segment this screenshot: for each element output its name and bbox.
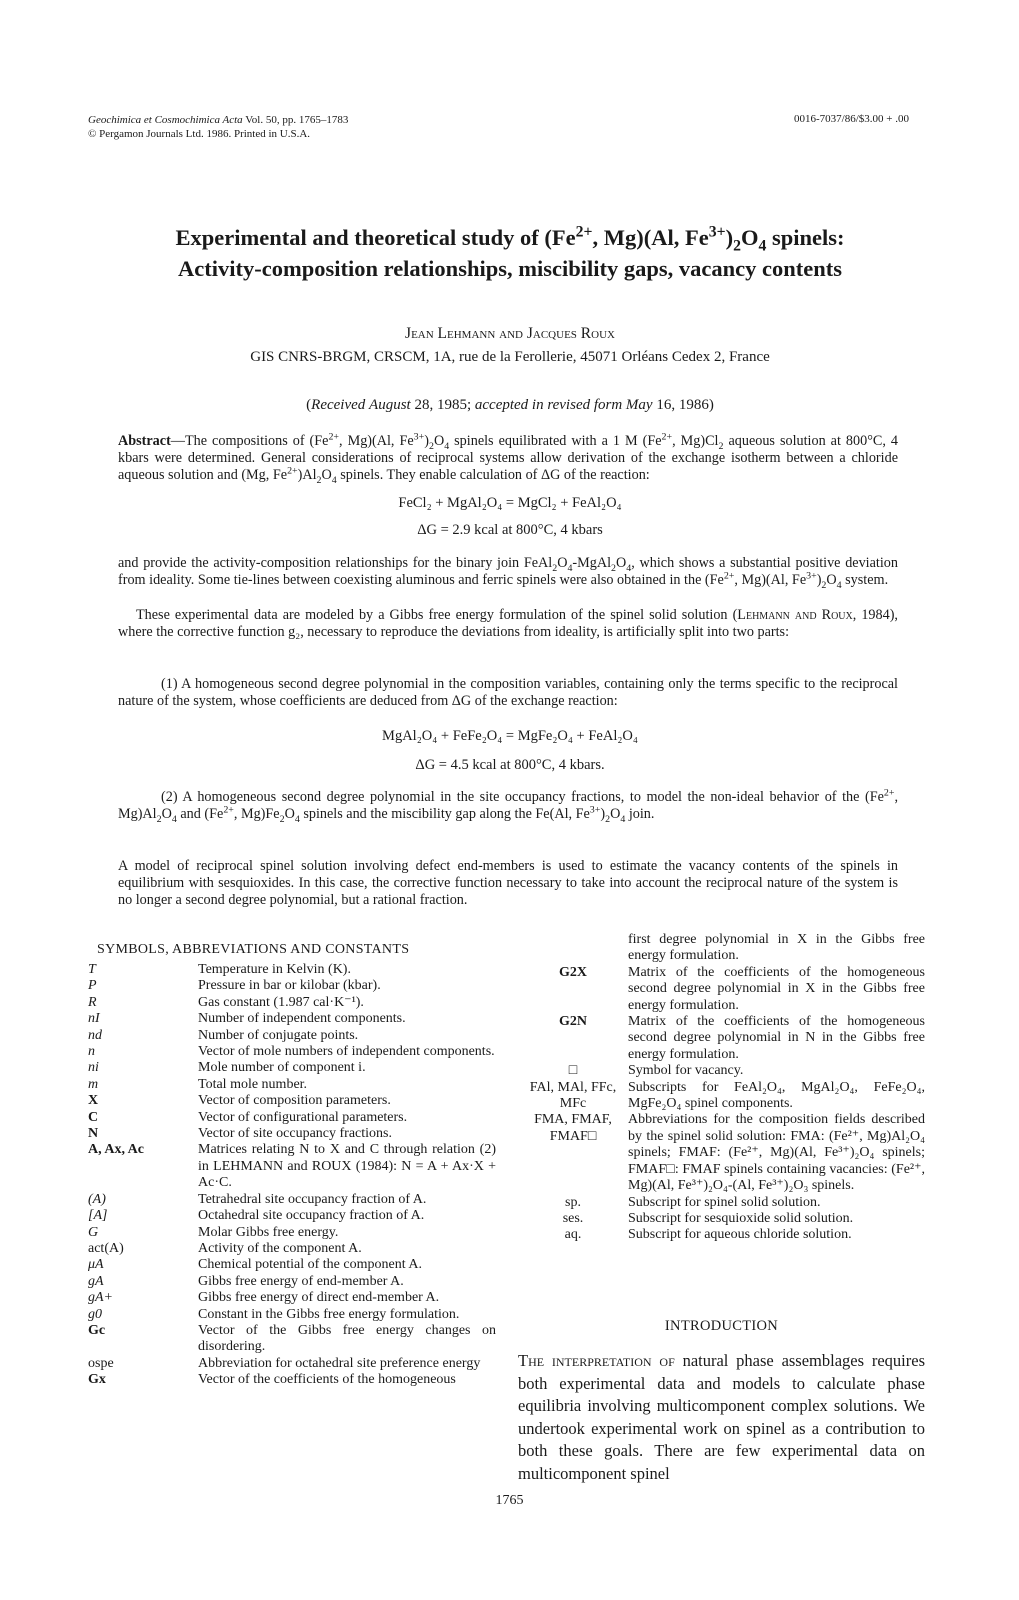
symbol: T — [88, 962, 96, 977]
received-month: August — [369, 397, 411, 413]
symbol: X — [88, 1093, 99, 1109]
abstract-paragraph-2: and provide the activity-composition relationships for the binary join $FeAl_2O_4-MgAl_2O_4$, which shows a substantial positive deviation from ideality. Some tie-lines between coexisting aluminous and ferric spinels were also obtained in the ($Fe^{2+}$, Mg)(Al, $Fe^{3+})_2O_4$ system. — [118, 555, 898, 592]
symbol: nI — [88, 1011, 100, 1027]
symbol: G — [88, 1224, 99, 1240]
symbol-desc: Abbreviation for octahedral site preference energy — [198, 1355, 481, 1371]
sup: 2+ — [287, 465, 298, 477]
symbol-row — [88, 1208, 496, 1224]
symbol: m — [88, 1076, 99, 1092]
symbols-heading: SYMBOLS, ABBREVIATIONS AND CONSTANTS — [97, 942, 410, 957]
symbol-row — [88, 995, 496, 1011]
symbol-row — [518, 1227, 925, 1243]
symbol: Gc — [88, 1322, 106, 1338]
vacancy-symbol: □ — [568, 1063, 578, 1079]
copyright: © Pergamon Journals Ltd. 1986. Printed in U.S.A. — [88, 128, 311, 140]
symbol: FMA, FMAF, FMAF□ — [534, 1112, 612, 1144]
symbol: G2X — [559, 964, 587, 980]
symbol: R — [88, 994, 97, 1010]
text: join. — [625, 806, 655, 823]
symbol-desc: Vector of the coefficients of the homogeneous — [198, 1372, 456, 1388]
symbol-desc: Activity of the component A. — [198, 1240, 362, 1256]
symbol-row — [88, 1011, 496, 1027]
symbol-desc: Vector of the Gibbs free energy changes on disordering. — [198, 1322, 496, 1355]
title-line2: Activity-composition relationships, miscibility gaps, vacancy contents — [178, 256, 842, 281]
symbol-desc: Gas constant (1.987 cal·K⁻¹). — [198, 994, 364, 1010]
text: spinels. They enable calculation of ΔG of the reaction: — [336, 467, 650, 484]
abstract-item-1: (1) A homogeneous second degree polynomial in the composition variables, containing only the terms specific to the reciprocal nature of the system, whose coefficients are deduced from ΔG of the exchange reaction: — [118, 676, 898, 710]
symbol-row — [518, 1080, 925, 1113]
symbol: aq. — [564, 1227, 582, 1243]
symbol-row — [88, 1257, 496, 1273]
symbol: act(A) — [88, 1240, 124, 1256]
symbol-row — [88, 1192, 496, 1208]
symbol-row — [88, 1060, 496, 1076]
symbol-row — [88, 1241, 496, 1257]
symbol: (A) — [88, 1191, 106, 1207]
sup: 2+ — [223, 804, 234, 816]
text: , Mg)Fe — [233, 806, 280, 823]
journal-name: Geochimica et Cosmochimica Acta — [88, 114, 243, 126]
introduction-body — [518, 1350, 925, 1486]
symbol-row — [88, 1274, 496, 1290]
symbol-desc: Temperature in Kelvin (K). — [198, 962, 351, 977]
equation-2: MgAl₂O₄ + FeFe₂O₄ = MgFe₂O₄ + FeAl₂O₄ — [382, 728, 638, 744]
symbol-desc: Symbol for vacancy. — [628, 1063, 744, 1079]
symbol: gA+ — [88, 1290, 113, 1306]
symbol-row — [88, 1225, 496, 1241]
abstract-label: Abstract — [118, 433, 171, 449]
volume-pages: Vol. 50, pp. 1765–1783 — [245, 114, 349, 126]
introduction-heading: INTRODUCTION — [664, 1318, 779, 1334]
text: )Al — [297, 467, 317, 484]
symbol-desc: Matrices relating N to X and C through relation (2) in LEHMANN and ROUX (1984): N = A + Ax·X + Ac·C. — [198, 1142, 496, 1191]
symbol-desc: Vector of mole numbers of independent components. — [198, 1044, 495, 1060]
symbol-row — [88, 1290, 496, 1306]
symbol-desc: Number of conjugate points. — [198, 1027, 359, 1043]
symbol-desc: Pressure in bar or kilobar (kbar). — [198, 978, 381, 994]
symbol: Gx — [88, 1372, 106, 1388]
symbol-desc: Chemical potential of the component A. — [198, 1257, 422, 1273]
symbol-desc: Total mole number. — [198, 1076, 308, 1092]
symbol-row — [518, 1063, 925, 1079]
symbol-row — [518, 965, 925, 1014]
symbol: A, Ax, Ac — [88, 1142, 144, 1158]
equation-1-dg: ΔG = 2.9 kcal at 800°C, 4 kbars — [417, 522, 603, 538]
symbol-row — [88, 1126, 496, 1142]
symbol-row — [88, 1028, 496, 1044]
title-sup: 2+ — [575, 223, 593, 241]
page-number: 1765 — [495, 1493, 524, 1508]
symbols-list-right — [518, 932, 925, 1244]
symbol-row — [518, 932, 925, 965]
symbol: ospe — [88, 1355, 114, 1371]
symbol: FAl, MAl, FFc, MFc — [529, 1079, 617, 1112]
symbol: g0 — [88, 1306, 102, 1322]
text: spinels and the miscibility gap along the Fe(Al, Fe — [299, 806, 590, 823]
symbol-row — [88, 1356, 496, 1372]
symbol: [A] — [88, 1208, 108, 1224]
abstract-item-2: (2) A homogeneous second degree polynomial in the site occupancy fractions, to model the non-ideal behavior of the ($Fe^{2+}$, $Mg)Al_2O_4$ and ($Fe^{2+}$, $Mg)Fe_2O_4$ spinels and the miscibility gap along the Fe(Al, $Fe^{3+})_2O_4$ join. — [118, 787, 898, 826]
symbol-row — [518, 1211, 925, 1227]
symbols-list-left — [88, 962, 496, 1389]
sup: 3+ — [413, 431, 425, 443]
symbol-row — [88, 1093, 496, 1109]
symbol-desc: Subscripts for FeAl₂O₄, MgAl₂O₄, FeFe₂O₄, MgFe₂O₄ spinel components. — [628, 1079, 925, 1112]
symbol: P — [88, 978, 97, 994]
text: (2) A homogeneous second degree polynomial in the site occupancy fractions, to model the non-ideal behavior of the (Fe — [161, 789, 884, 805]
symbol-row — [88, 1323, 496, 1356]
symbol-row — [88, 1307, 496, 1323]
text: spinels equilibrated with a 1 M (Fe — [449, 433, 662, 449]
symbol: G2N — [559, 1014, 587, 1030]
symbol: N — [88, 1126, 99, 1142]
symbol-row — [88, 1110, 496, 1126]
text: -MgAl — [572, 555, 612, 571]
paper-title: Experimental and theoretical study of ($Fe^{2+}$, Mg)(Al, $Fe^{3+})_2O_4$ spinels: Activity-composition relationships, miscibility gaps, vacancy contents — [60, 222, 960, 284]
text: , Mg)Cl — [672, 433, 719, 449]
text: aqueous solution at 800°C, 4 kbars were determined. General considerations of reciprocal systems allow derivation of the exchange isotherm between a chloride aqueous solution and (Mg, Fe — [118, 433, 898, 484]
title-part: , Mg)(Al, Fe — [592, 225, 709, 250]
text: The compositions of (Fe — [184, 433, 329, 449]
text: , Mg)(Al, Fe — [339, 433, 414, 449]
equation-1: FeCl₂ + MgAl₂O₄ = MgCl₂ + FeAl₂O₄ — [398, 495, 622, 511]
sup: 3+ — [806, 570, 817, 582]
symbol-desc: Number of independent components. — [198, 1011, 406, 1027]
symbol-desc: Matrix of the coefficients of the homogeneous second degree polynomial in N in the Gibbs free energy formulation. — [628, 1014, 925, 1062]
sup: 2+ — [723, 570, 735, 582]
received-label: Received — [311, 397, 366, 413]
text: These experimental data are modeled by a Gibbs free energy formulation of the spinel solid solution ( — [136, 607, 738, 623]
symbol-desc: Octahedral site occupancy fraction of A. — [198, 1208, 425, 1224]
accepted-date: 16, 1986 — [656, 397, 709, 413]
journal-header — [88, 113, 348, 141]
symbol-row — [88, 1142, 496, 1191]
text: system. — [841, 572, 889, 589]
text: , which shows a substantial positive deviation from ideality. Some tie-lines between coexisting aluminous and ferric spinels were also obtained in the (Fe — [118, 555, 898, 589]
authors: Jean Lehmann and Jacques Roux — [405, 325, 615, 342]
title-part: spinels: — [766, 225, 845, 250]
symbol-row — [88, 1044, 496, 1060]
affiliation: GIS CNRS-BRGM, CRSCM, 1A, rue de la Ferollerie, 45071 Orléans Cedex 2, France — [250, 349, 770, 365]
symbol: C — [88, 1109, 99, 1125]
symbol-desc: Gibbs free energy of direct end-member A. — [198, 1290, 440, 1306]
symbol-desc: first degree polynomial in X in the Gibbs free energy formulation. — [628, 932, 925, 964]
abstract-paragraph-1: Abstract—The compositions of ($Fe^{2+}$, Mg)(Al, $Fe^{3+})_2O_4$ spinels equilibrated with a 1 M ($Fe^{2+}$, $Mg)Cl_2$ aqueous solution at 800°C, 4 kbars were determined. General considerations of reciprocal systems allow derivation of the exchange isotherm between a chloride aqueous solution and (Mg, $Fe^{2+})Al_2O_4$ spinels. They enable calculation of ΔG of the reaction: — [118, 431, 898, 487]
text: ), where the corrective function g₂, necessary to reproduce the deviations from ideality, is artificially split into two parts: — [118, 607, 898, 641]
symbol: sp. — [565, 1194, 581, 1210]
abstract-paragraph-3 — [118, 607, 898, 641]
abstract-paragraph-4: A model of reciprocal spinel solution involving defect end-members is used to estimate the vacancy contents of the spinels in equilibrium with sesquioxides. In this case, the corrective function necessary to take into account the reciprocal nature of the system is no longer a second degree polynomial, but a rational fraction. — [118, 858, 898, 909]
symbol-row — [88, 978, 496, 994]
symbol-row — [88, 1077, 496, 1093]
received-rest: 28, 1985; — [414, 397, 472, 413]
symbol-desc: Tetrahedral site occupancy fraction of A. — [198, 1191, 427, 1207]
symbol: n — [88, 1044, 95, 1060]
symbol-desc: Mole number of component i. — [198, 1060, 366, 1076]
symbol-desc: Constant in the Gibbs free energy formulation. — [198, 1306, 460, 1322]
symbol: ses. — [562, 1210, 584, 1226]
symbol-desc: Vector of site occupancy fractions. — [198, 1126, 392, 1142]
symbol-desc: Vector of composition parameters. — [198, 1093, 391, 1109]
symbol-row — [518, 1014, 925, 1063]
sup: 2+ — [661, 431, 673, 443]
symbol: μA — [88, 1257, 104, 1273]
sup: 2+ — [883, 787, 895, 799]
intro-lead: The interpretation of — [518, 1351, 675, 1370]
symbol: nd — [88, 1027, 102, 1043]
symbol-desc: Vector of configurational parameters. — [198, 1109, 408, 1125]
symbol-desc: Abbreviations for the composition fields described by the spinel solid solution: FMA: (Fe²⁺, Mg)Al₂O₄ spinels; FMAF: (Fe²⁺, Mg)(Al, Fe³⁺)₂O₄ spinels; FMAF□: FMAF spinels containing vacancies: (Fe²⁺, Mg)(Al, Fe³⁺)₂O₄-(Al, Fe³⁺)₂O₃ spinels. — [628, 1112, 925, 1194]
text: and (Fe — [176, 806, 224, 823]
symbol-row — [88, 962, 496, 978]
symbol-desc: Subscript for spinel solid solution. — [628, 1194, 821, 1210]
symbol-desc: Gibbs free energy of end-member A. — [198, 1273, 404, 1289]
symbol-desc: Subscript for sesquioxide solid solution. — [628, 1210, 854, 1226]
text: and provide the activity-composition relationships for the binary join FeAl — [118, 555, 553, 571]
accepted-label: accepted in revised form May — [474, 397, 653, 413]
received-dates: (Received August 28, 1985; accepted in revised form May 16, 1986) — [306, 397, 714, 413]
equation-2-dg: ΔG = 4.5 kcal at 800°C, 4 kbars. — [415, 757, 605, 773]
article-code: 0016-7037/86/$3.00 + .00 — [794, 113, 909, 125]
text: , Mg)(Al, Fe — [734, 572, 807, 589]
text: , Mg)Al — [118, 789, 898, 823]
symbol-desc: Molar Gibbs free energy. — [198, 1224, 339, 1240]
symbol: ni — [88, 1060, 99, 1076]
sup: 3+ — [589, 804, 601, 816]
symbol-row — [518, 1195, 925, 1211]
sup: 2+ — [328, 431, 340, 443]
symbol-desc: Matrix of the coefficients of the homogeneous second degree polynomial in X in the Gibbs free energy formulation. — [628, 964, 925, 1013]
symbol: gA — [88, 1273, 104, 1289]
intro-text: natural phase assemblages requires both experimental data and models to calculate phase equilibria involving multicomponent complex solutions. We undertook experimental work on spinel as a contribution to both these goals. There are few experimental data on multicomponent spinel — [518, 1351, 925, 1483]
symbol-spacer — [518, 932, 628, 965]
symbol-row — [518, 1112, 925, 1194]
title-sup: 3+ — [708, 223, 726, 241]
symbol-row — [88, 1372, 496, 1388]
title-part: Experimental and theoretical study of (Fe — [175, 225, 576, 250]
symbol-desc: Subscript for aqueous chloride solution. — [628, 1227, 852, 1243]
citation: Lehmann and Roux, 1984 — [737, 607, 890, 623]
